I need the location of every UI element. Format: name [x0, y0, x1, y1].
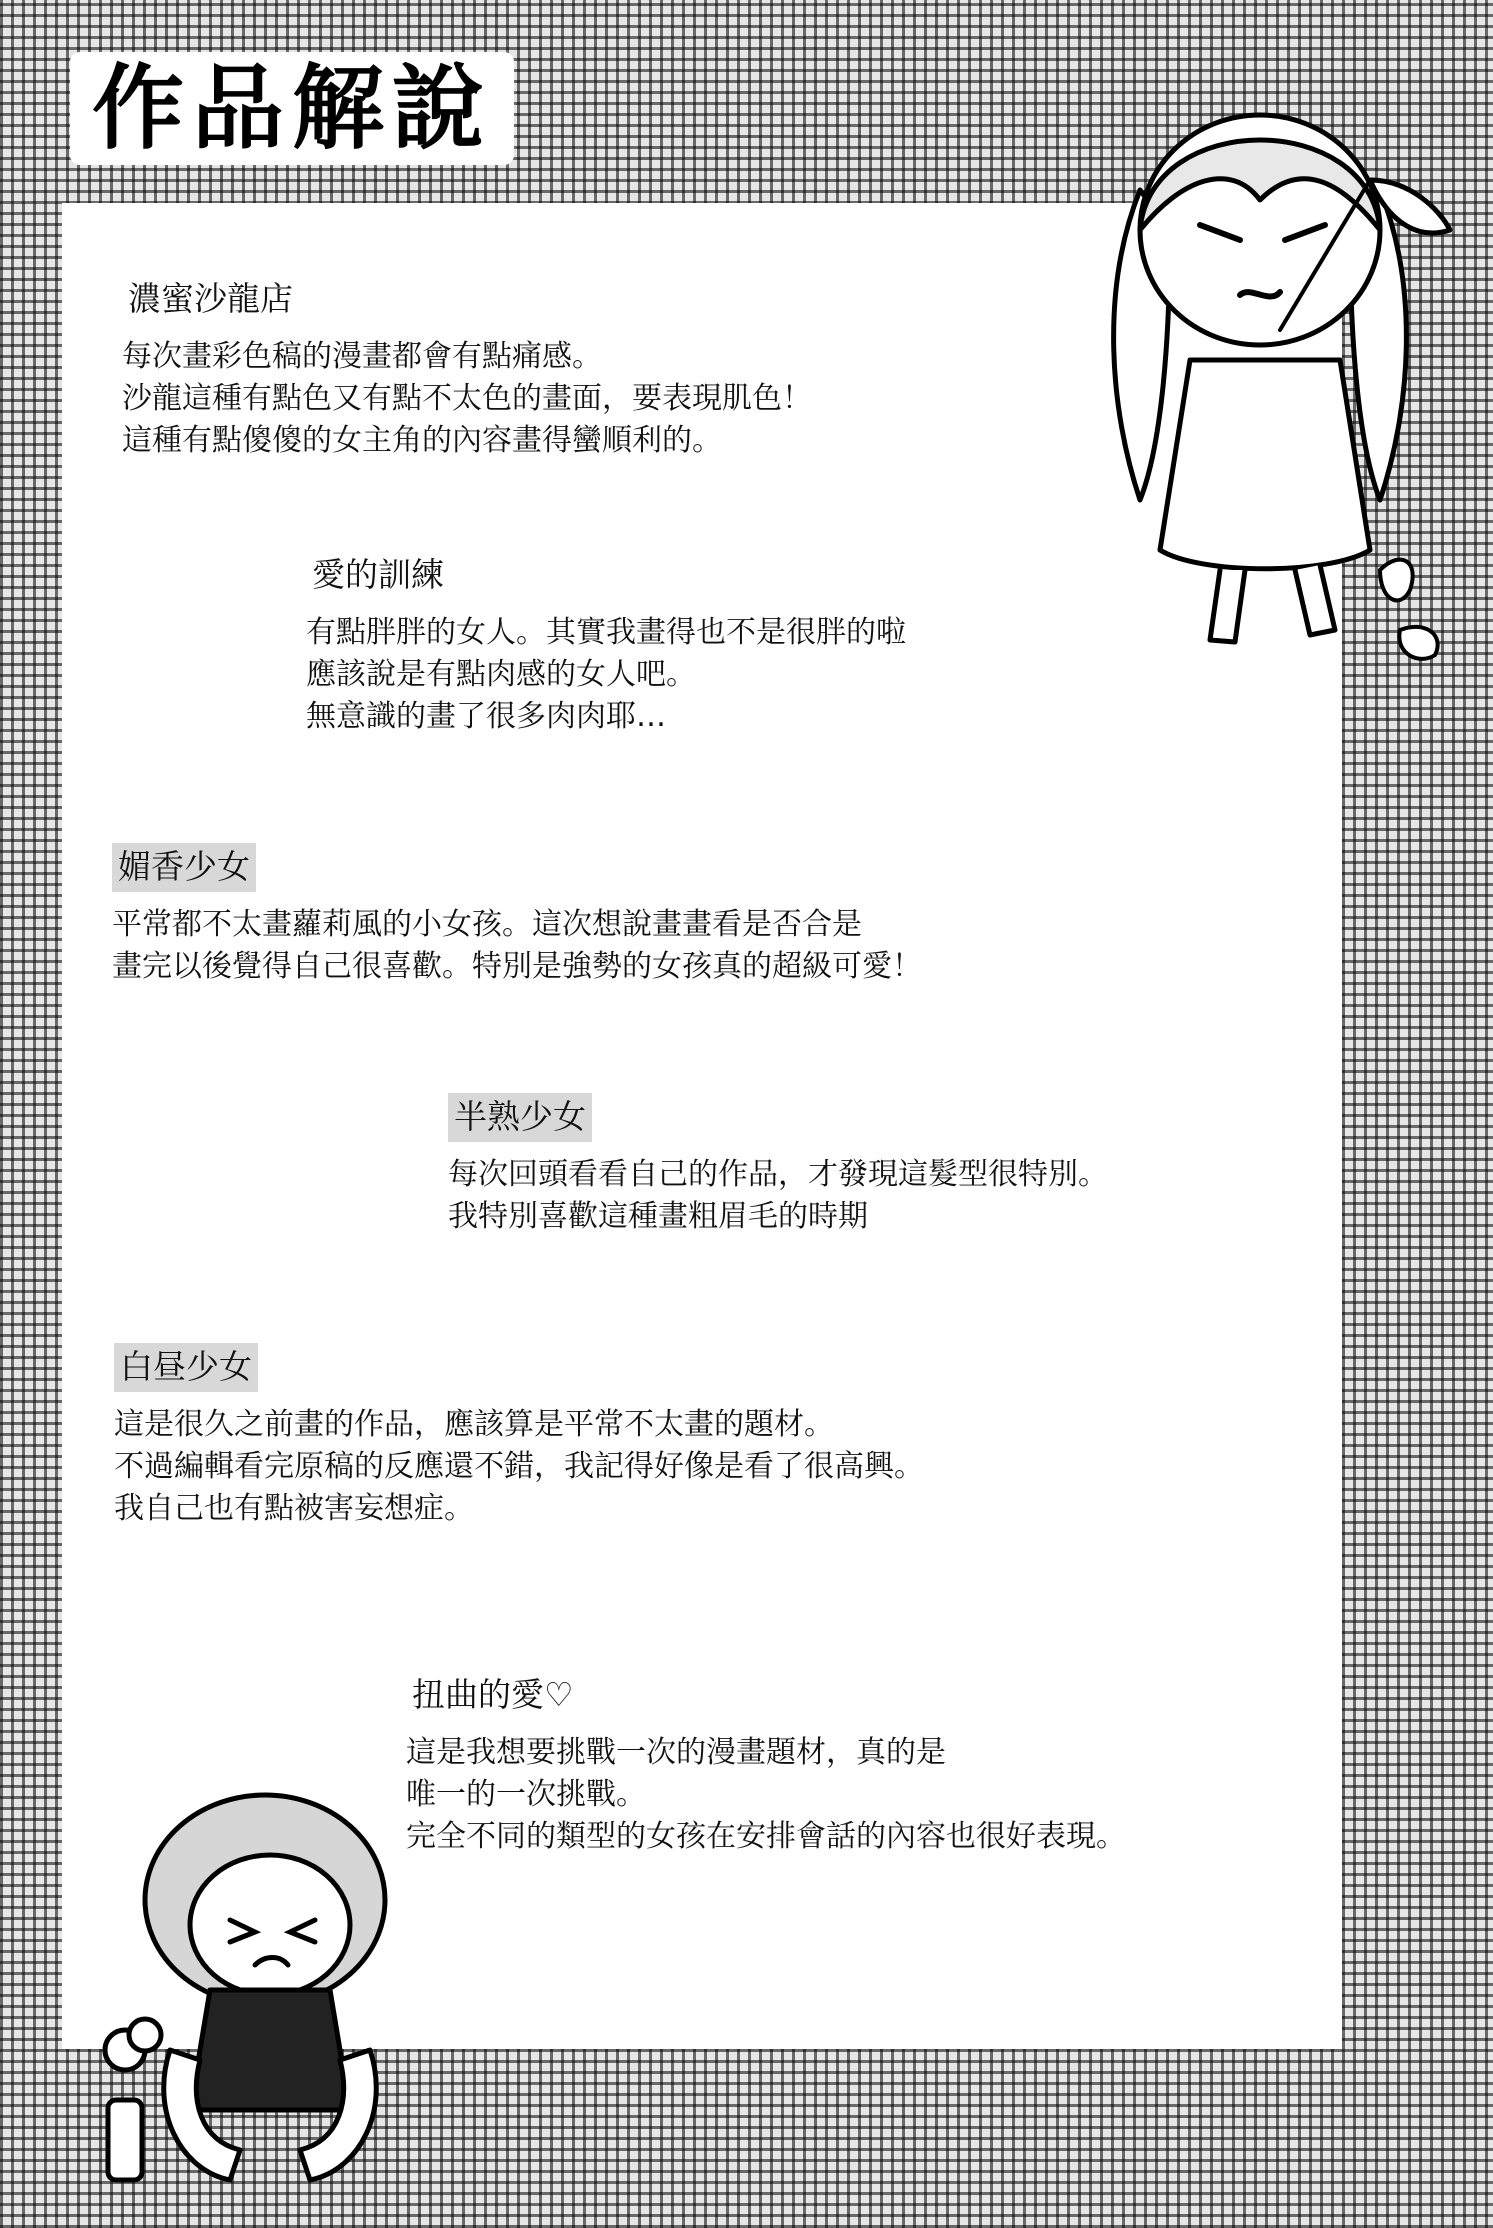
section-title: 愛的訓練: [306, 551, 450, 600]
page-title: 作品解說: [70, 52, 514, 165]
section-hanjuku-shoujo: [448, 1093, 1108, 1238]
section-hakuchuu-shoujo: [114, 1343, 924, 1530]
section-title: 扭曲的愛♡: [406, 1671, 580, 1720]
body-line: 每次回頭看看自己的作品，才發現這髮型很特別。: [448, 1156, 1108, 1192]
section-title: 濃蜜沙龍店: [122, 275, 299, 324]
body-line: 這是我想要挑戰一次的漫畫題材，真的是: [406, 1734, 946, 1770]
body-line: 完全不同的類型的女孩在安排會話的內容也很好表現。: [406, 1818, 1126, 1854]
section-ai-no-kunren: [306, 551, 906, 738]
body-line: 畫完以後覺得自己很喜歡。特別是強勢的女孩真的超級可愛！: [112, 948, 922, 984]
body-line: 我自己也有點被害妄想症。: [114, 1490, 474, 1526]
body-line: 平常都不太畫蘿莉風的小女孩。這次想說畫畫看是否合是: [112, 906, 862, 942]
twin-tail-girl-illustration: [1080, 30, 1480, 670]
section-yugamu-ai: [406, 1671, 1126, 1858]
body-line: 有點胖胖的女人。其實我畫得也不是很胖的啦: [306, 614, 906, 650]
section-nomitsu-salon: [122, 275, 812, 462]
body-line: 這種有點傻傻的女主角的內容畫得蠻順利的。: [122, 422, 722, 458]
body-line: 應該說是有點肉感的女人吧。: [306, 656, 696, 692]
section-title: 媚香少女: [112, 843, 256, 892]
body-line: 不過編輯看完原稿的反應還不錯，我記得好像是看了很高興。: [114, 1448, 924, 1484]
section-bikou-shoujo: [112, 843, 922, 988]
body-line: 唯一的一次挑戰。: [406, 1776, 646, 1812]
body-line: 沙龍這種有點色又有點不太色的畫面，要表現肌色！: [122, 380, 812, 416]
body-line: 每次畫彩色稿的漫畫都會有點痛感。: [122, 338, 602, 374]
body-line: 這是很久之前畫的作品，應該算是平常不太畫的題材。: [114, 1406, 834, 1442]
sitting-girl-illustration: [90, 1750, 420, 2200]
section-title: 半熟少女: [448, 1093, 592, 1142]
section-title: 白昼少女: [114, 1343, 258, 1392]
body-line: 我特別喜歡這種畫粗眉毛的時期: [448, 1198, 868, 1234]
body-line: 無意識的畫了很多肉肉耶…: [306, 698, 666, 734]
